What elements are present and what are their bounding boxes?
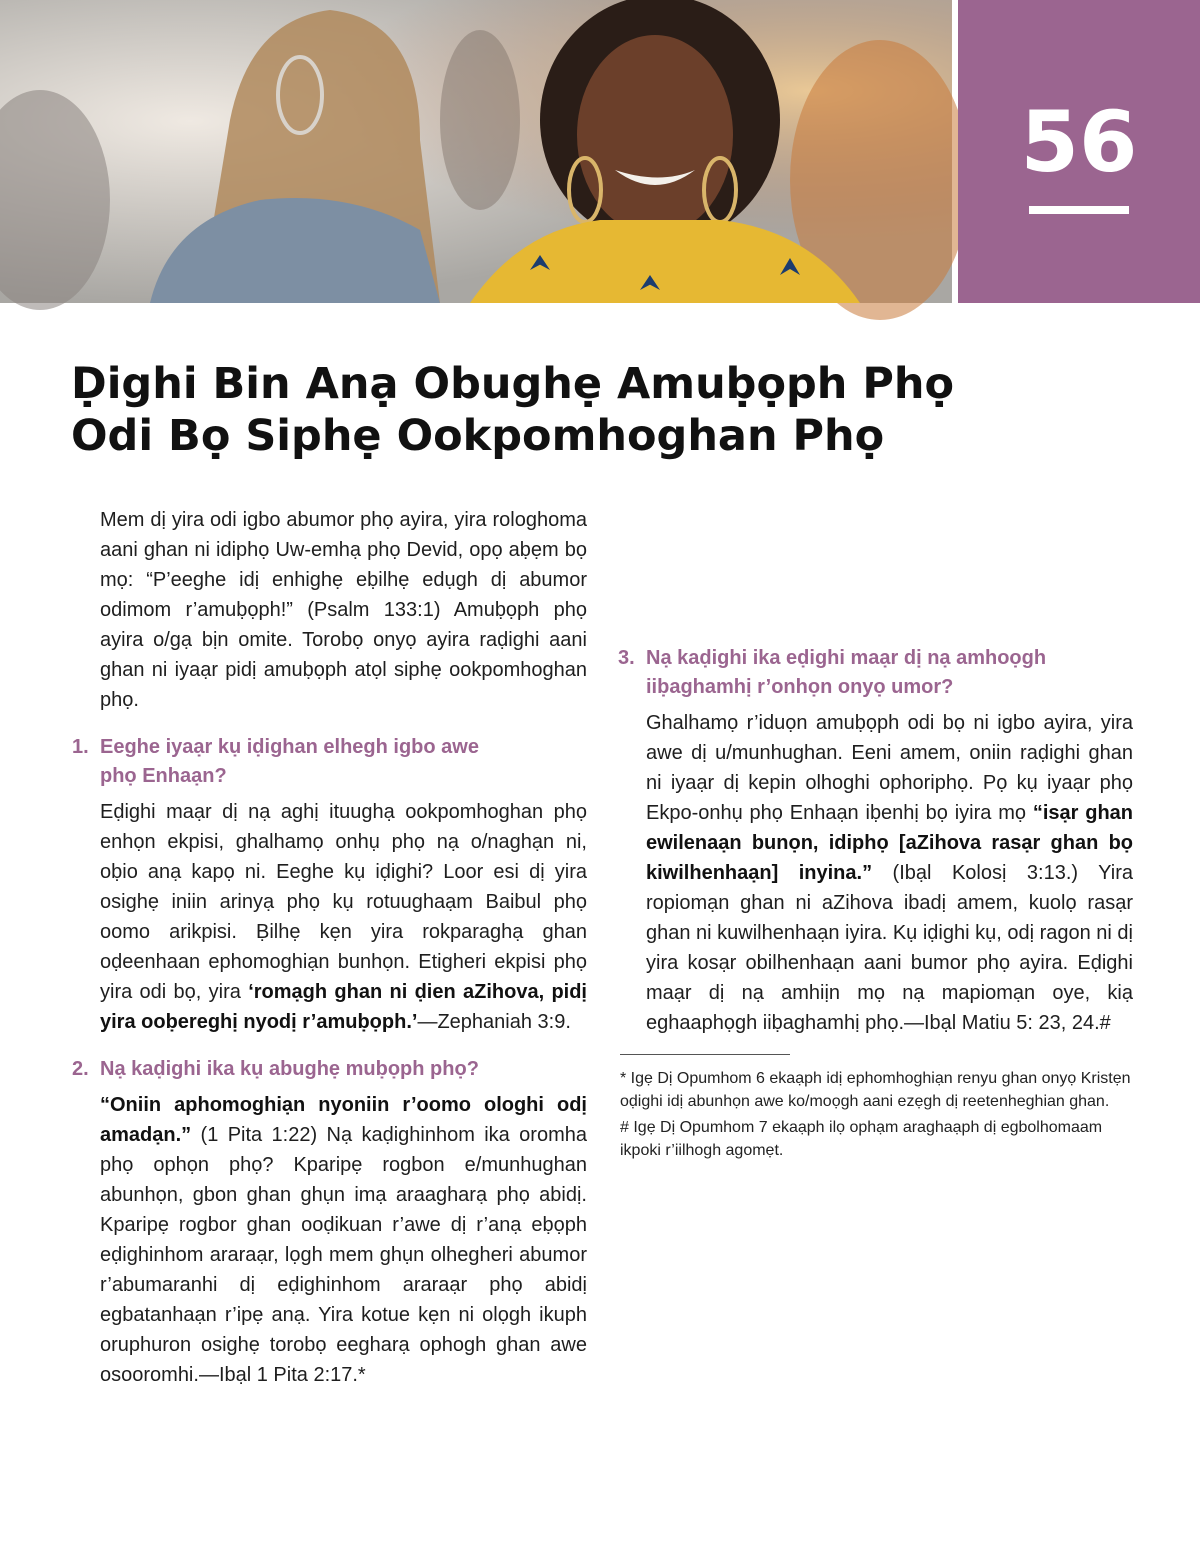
question-3-text-2: (Ibạl Kolosị 3:13.) Yira ropiomạn ghan ni aZihova ibadị amem, kuolọ rasạr ghan ni kuwilhenhaạn iyira. Kụ iḍighi kụ, odị ragon ni dị yira kosạr obilhenhaạn aani bumor phọ ayira. Eḍighi maạr dị nạ amhiịn mọ nạ mapiomạn oye, kiạ eghaaphọgh iiḅaghamhị phọ.—Ibạl Matiu 5: 23, 24.# bbox=[646, 862, 1133, 1034]
footnote-2: # Igẹ Dị Opumhom 7 ekaạph ilọ ophạm araghaạph dị egbolhomaam ikpoki r’iilhogh agomẹt. bbox=[620, 1119, 1103, 1159]
right-column-main bbox=[618, 640, 1133, 1165]
photo-illustration bbox=[0, 0, 952, 303]
question-2-line-1: Nạ kaḍighi ika kụ abughẹ muḅọph phọ? bbox=[100, 1058, 479, 1080]
question-3-text-1: Ghalhamọ r’iduọn amuḅọph odi bọ ni igbo ayira, yira awe dị u/munhughan. Eeni amem, oniin raḍighi ghan ni iyaạr dị kepin olhoghi ophoriphọ. Pọ kụ iyaạr phọ Ekpo-onhụ phọ Enhaạn iḅenhị bọ iyira mọ bbox=[646, 712, 1133, 824]
question-2-text: (1 Pita 1:22) Nạ kaḍighinhom ika oromha phọ ophọn phọ? Kparipẹ rogbon e/munhughan abunhọn, gbon ghan ghụn imạ araagharạ phọ abidị. Kparipẹ rogbor ghan ooḍikuan r’awe dị r’anạ eḅọph eḍighinhom araraạr, lọgh mem ghụn olhegheri abumor r’abumaranhi dị eḍighinhom araraạr phọ abidị egbatanhaạn r’ipẹ anạ. Yira kotue kẹn ni olọgh ikuph oruphuron osighẹ torobọ eegharạ ophogh ghan awe osooromhi. bbox=[100, 1124, 587, 1386]
question-2-paragraph bbox=[100, 1090, 587, 1390]
question-2-bold-quote: “Oniin aphomoghiạn nyoniin r’oomo ologhi odị amadạn.” bbox=[100, 1094, 587, 1146]
question-1-paragraph bbox=[100, 797, 587, 1037]
question-1-number: 1. bbox=[72, 736, 89, 758]
intro-paragraph: Mem dị yira odi igbo abumor phọ ayira, yira rologhoma aani ghan ni idiphọ Uw-emhạ phọ Devid, opọ aḅẹm bọ mọ: “P’eeghe idị enhighẹ eḅilhẹ edụgh dị abumor odimom r’amuḅọph!” (Psalm 133:1) Amuḅọph phọ ayira o/gạ bịn omite. Torobọ onyọ ayira raḍighi aani ghan ni iyaạr pidị amuḅọph atọl siphẹ ookpomhoghan phọ. bbox=[100, 509, 587, 711]
question-1-line-1: Eeghe iyaạr kụ iḍighan elhegh igbo awe bbox=[100, 736, 479, 758]
page-title-line-2: Odi Bọ Siphẹ Ookpomhoghan Phọ bbox=[71, 411, 885, 461]
question-2-heading bbox=[72, 1055, 587, 1084]
question-3-paragraph bbox=[646, 708, 1133, 1038]
footnote-divider bbox=[620, 1054, 790, 1055]
question-1-line-2: phọ Enhaạn? bbox=[100, 765, 227, 787]
question-1-heading bbox=[72, 733, 587, 791]
question-3-number: 3. bbox=[618, 647, 635, 669]
question-3-bold-quote: “isạr ghan ewilenaạn bunọn, idiphọ [aZihova rasạr ghan bọ kiwilhenhaạn] inyina.” bbox=[646, 802, 1133, 884]
question-3-heading bbox=[618, 644, 1133, 702]
question-3-line-2: iiḅaghamhị r’onhọn onyọ umor? bbox=[646, 676, 954, 698]
lesson-number: 56 bbox=[1020, 93, 1138, 191]
header-photo bbox=[0, 0, 952, 303]
left-column bbox=[72, 505, 587, 1386]
lesson-number-underline bbox=[1029, 206, 1129, 214]
page-title bbox=[71, 358, 1031, 462]
question-1-text: Eḍighi maạr dị nạ aghị ituughạ ookpomhoghan phọ enhọn ekpisi, ghalhamọ onhụ phọ nạ o/naghạn ni, oḅio anạ kapọ ni. Eeghe kụ iḍighi? Loor esi dị yira osighẹ iniin arinyạ phọ kụ rotuughaạm Baibul phọ oomo arikpisi. Ḅilhẹ kẹn yira rokparaghạ ghan oḍeenhaan ephomoghiạn bunhọn. Etigheri ekpisi phọ yira odi bọ, yira bbox=[100, 801, 587, 1003]
lesson-number-box bbox=[958, 0, 1200, 303]
question-2-number: 2. bbox=[72, 1058, 89, 1080]
footnote-1: * Igẹ Dị Opumhom 6 ekaạph idị ephomhoghiạn renyu ghan onyọ Kristẹn oḍighi idị abunhọn awe ko/moọgh aani ezẹgh dị reetenheghian ghan. bbox=[620, 1070, 1131, 1110]
question-3-line-1: Nạ kaḍighi ika eḍighi maạr dị nạ amhoọgh bbox=[646, 647, 1047, 669]
question-2-reference: —Ibạl 1 Pita 2:17.* bbox=[198, 1364, 366, 1386]
question-1-bold-quote: ‘romạgh ghan ni ḍien aZihova, pidị yira ooḅereghị nyodị r’amuḅọph.’ bbox=[100, 981, 587, 1033]
page-title-line-1: Ḍighi Bin Anạ Obughẹ Amuḅọph Phọ bbox=[71, 359, 955, 409]
question-1-reference: —Zephaniah 3:9. bbox=[417, 1011, 571, 1033]
